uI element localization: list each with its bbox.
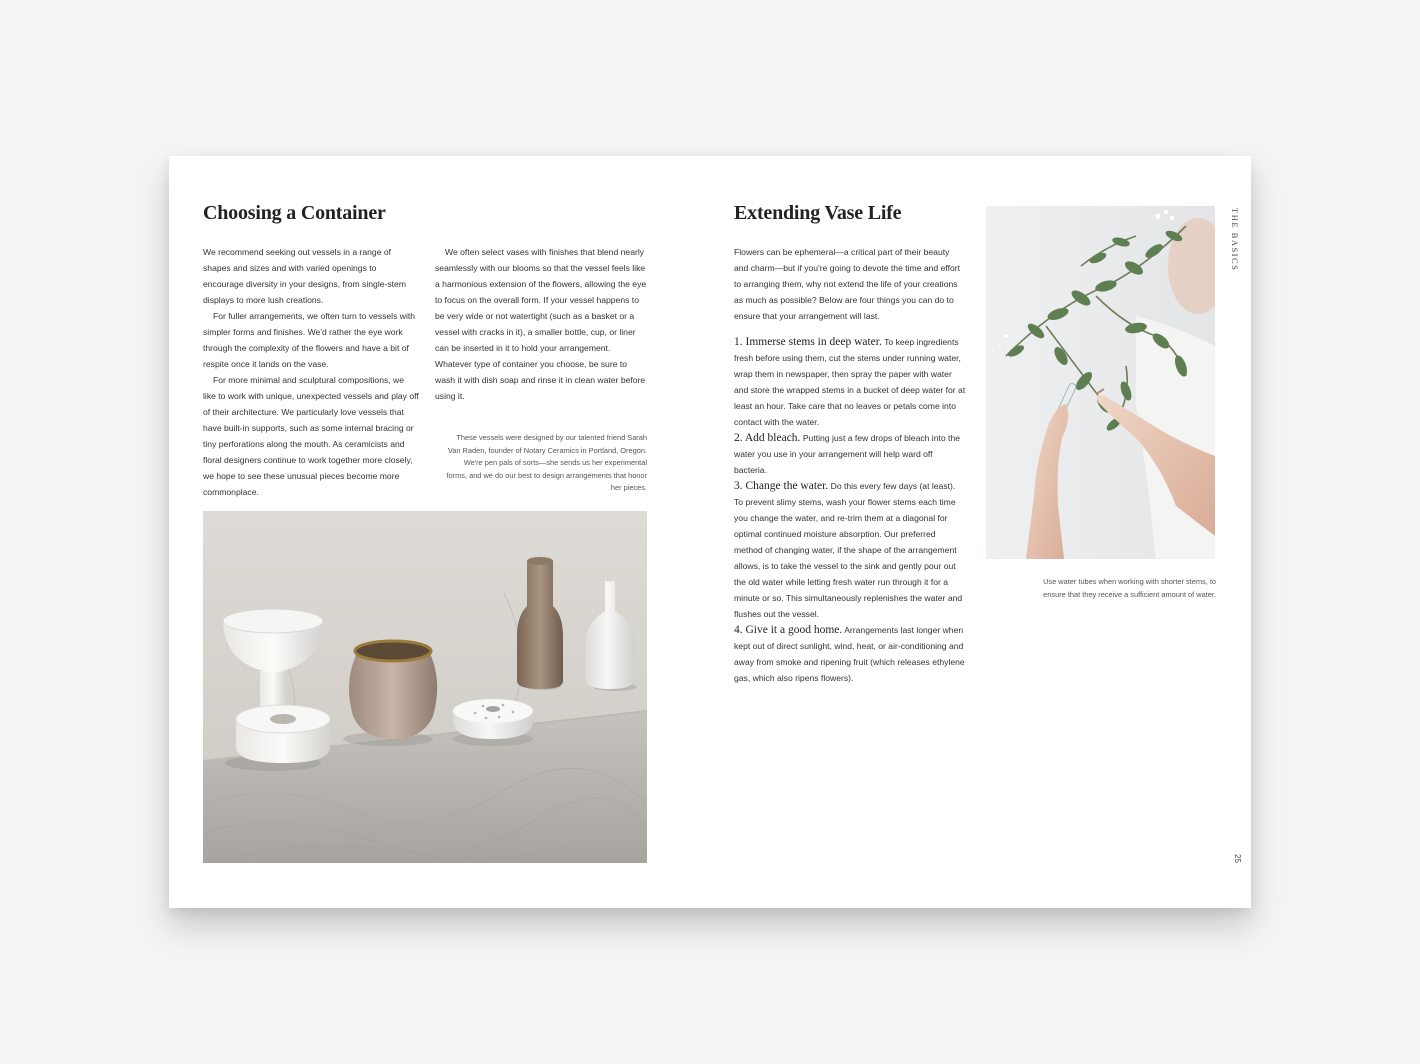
step-1 <box>734 334 966 430</box>
step-title: 1. Immerse stems in deep water. <box>734 336 882 348</box>
water-tube-photo <box>986 206 1215 559</box>
step-text: Putting just a few drops of bleach into the water you use in your arrangement will help ward off bacteria. <box>734 433 960 475</box>
step-text: Do this every few days (at least). To prevent slimy stems, wash your flower stems each time you change the water, and re-trim them at a diagonal for optimal continued moisture absorption. Our preferred method of changing water, if the shape of the arrangement allows, is to take the vessel to the sink and gently pour out the old water while letting fresh water run through it for a minute or so. This simultaneously replenishes the water and flushes out the vessel. <box>734 481 963 619</box>
step-4 <box>734 622 966 686</box>
paragraph: We often select vases with finishes that blend nearly seamlessly with our blooms so that the vessel feels like a harmonious extension of the flowers, allowing the eye to focus on the overall form. If your vessel happens to be very wide or not watertight (such as a basket or a vessel with cracks in it), a smaller bottle, cup, or liner can be inserted in it to hold your arrangement. Whatever type of container you choose, be sure to wash it with dish soap and rinse it in clean water before using it. <box>435 247 647 401</box>
left-heading: Choosing a Container <box>203 202 386 224</box>
step-3 <box>734 478 966 622</box>
step-title: 3. Change the water. <box>734 480 829 492</box>
left-column-2 <box>435 244 649 404</box>
ceramics-photo <box>203 511 647 863</box>
page-number: 25 <box>1233 854 1242 863</box>
vessels-caption: These vessels were designed by our talented friend Sarah Van Raden, founder of Notary Ceramics in Portland, Oregon. We're pen pals of sorts—she sends us her experimental forms, and we do our best to design arrangements that honor her pieces. <box>446 433 647 492</box>
step-title: 4. Give it a good home. <box>734 624 843 636</box>
paragraph: For fuller arrangements, we often turn to vessels with simpler forms and finishes. We'd rather the eye work through the complexity of the flowers and have a bit of respite once it lands on the vase. <box>203 311 416 369</box>
left-column-1 <box>203 244 419 500</box>
step-2 <box>734 430 966 478</box>
right-column <box>734 244 966 686</box>
section-tab: THE BASICS <box>1230 208 1240 272</box>
book-spread <box>169 156 1251 908</box>
paragraph: For more minimal and sculptural compositions, we like to work with unique, unexpected vessels and play off of their architecture. We particularly love vessels that have built-in supports, such as some internal bracing or tiny perforations along the mouth. As ceramicists and floral designers continue to work together more closely, we hope to see these unusual pieces become more commonplace. <box>203 375 419 497</box>
right-heading: Extending Vase Life <box>734 202 902 224</box>
step-title: 2. Add bleach. <box>734 432 801 444</box>
intro-paragraph: Flowers can be ephemeral—a critical part of their beauty and charm—but if you're going to devote the time and effort to arranging them, why not extend the life of your creations as much as possible? Below are four things you can do to ensure that your arrangement will last. <box>734 247 961 321</box>
step-text: Arrangements last longer when kept out of direct sunlight, wind, heat, or air-conditioning and away from smoke and ripening fruit (which releases ethylene gas, which also ripens flowers). <box>734 625 965 683</box>
water-tube-caption: Use water tubes when working with shorter stems, to ensure that they receive a sufficient amount of water. <box>1043 577 1216 599</box>
step-text: To keep ingredients fresh before using them, cut the stems under running water, wrap them in newspaper, then spray the paper with water and store the wrapped stems in a bucket of deep water for at least an hour. Take care that no leaves or petals come into contact with the water. <box>734 337 966 427</box>
paragraph: We recommend seeking out vessels in a range of shapes and sizes and with varied openings to encourage diversity in your designs, from single-stem displays to more lush creations. <box>203 247 406 305</box>
